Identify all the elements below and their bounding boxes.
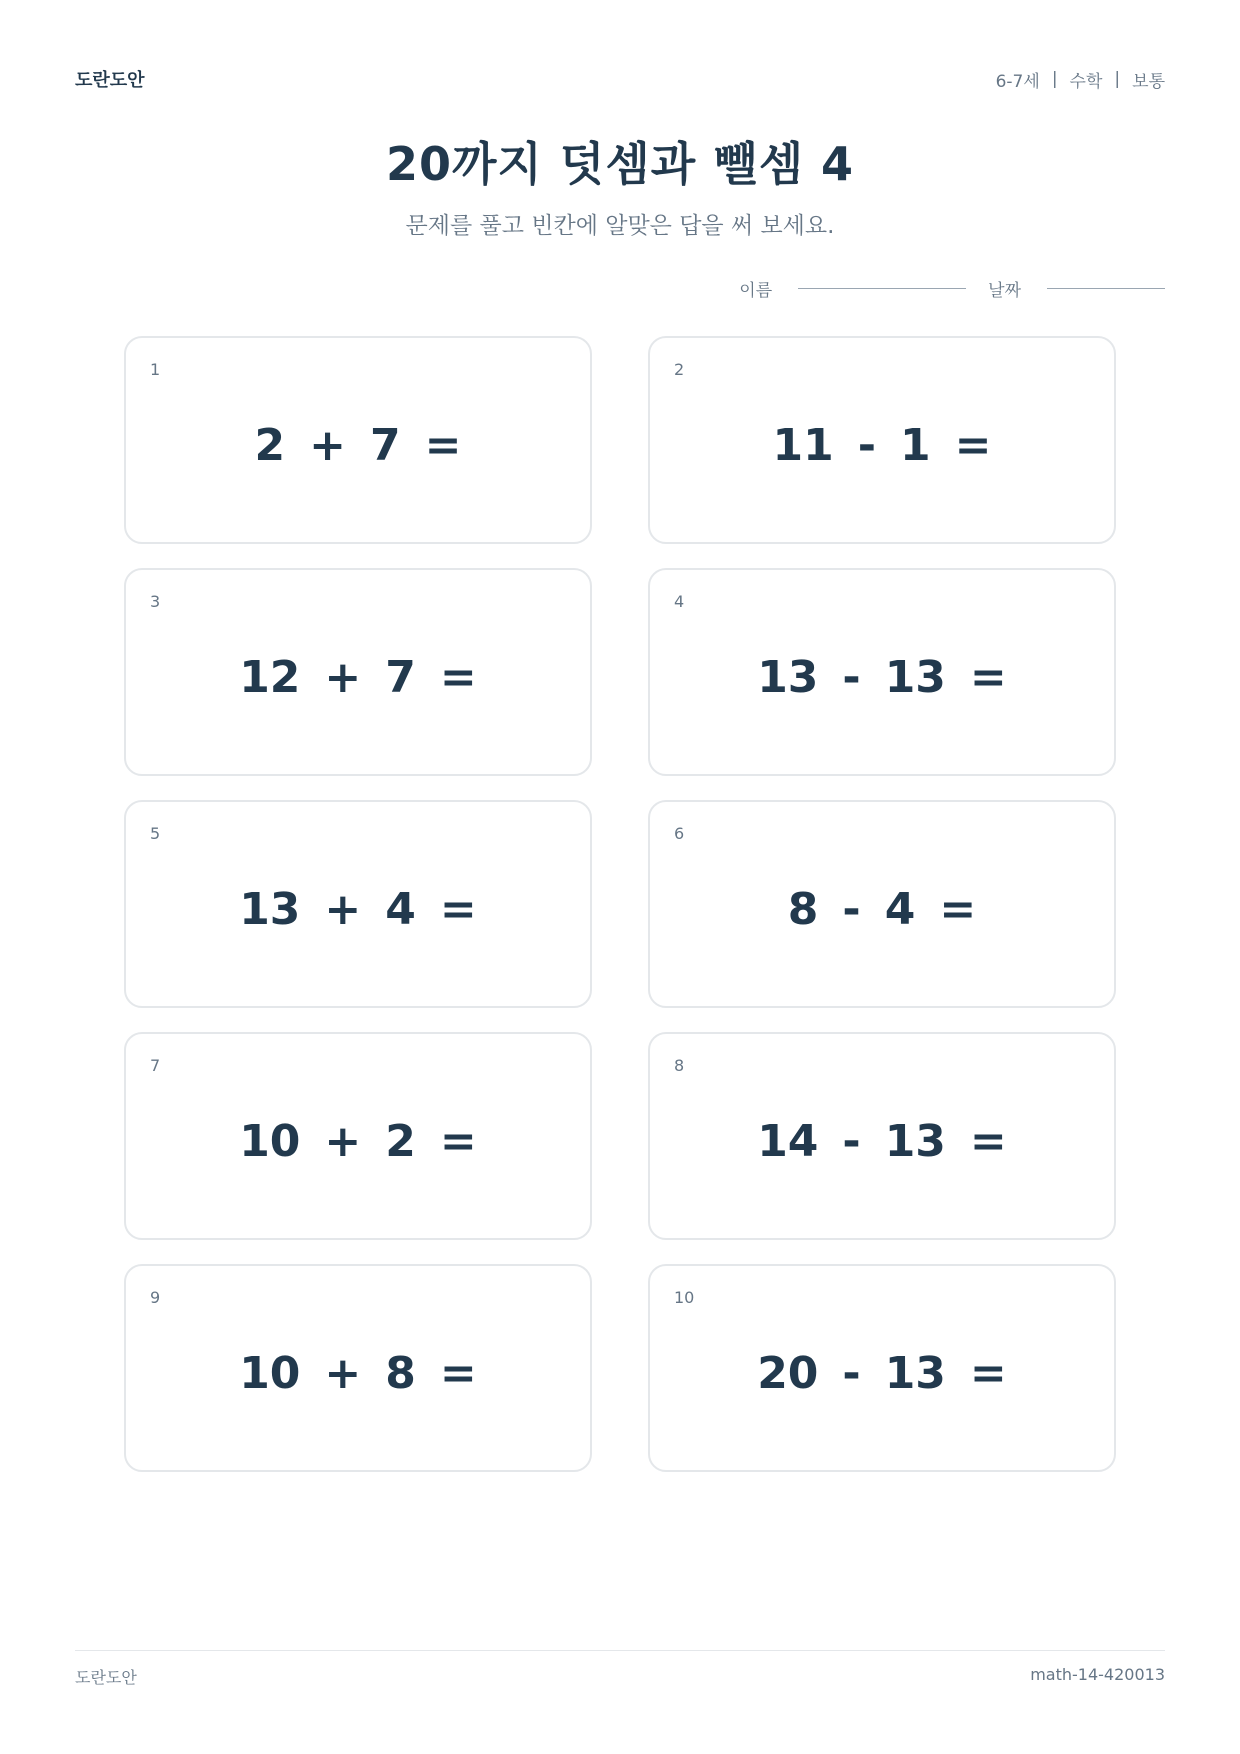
operator: + — [324, 652, 362, 703]
problem-number: 3 — [150, 592, 161, 611]
equals-sign: = — [439, 1348, 477, 1399]
subject-label: 수학 — [1069, 71, 1103, 92]
problem-number: 2 — [674, 360, 685, 379]
problem-expression — [650, 884, 1114, 935]
operand-b: 7 — [370, 420, 401, 471]
equals-sign: = — [969, 1348, 1007, 1399]
operator: - — [842, 652, 861, 703]
operand-a: 11 — [772, 420, 834, 471]
problem-card[interactable] — [648, 1032, 1116, 1240]
operand-a: 10 — [239, 1348, 301, 1399]
page-instructions: 문제를 풀고 빈칸에 알맞은 답을 써 보세요. — [405, 213, 835, 239]
equals-sign: = — [439, 884, 477, 935]
equals-sign: = — [439, 1116, 477, 1167]
problem-expression — [650, 420, 1114, 471]
problem-expression — [650, 1348, 1114, 1399]
equals-sign: = — [439, 652, 477, 703]
age-label: 6-7세 — [995, 71, 1040, 92]
problem-card[interactable] — [648, 336, 1116, 544]
operand-a: 8 — [787, 884, 819, 935]
problem-number: 4 — [674, 592, 685, 611]
problem-expression — [126, 884, 590, 935]
equals-sign: = — [954, 420, 992, 471]
problem-card[interactable] — [648, 800, 1116, 1008]
problem-card[interactable] — [124, 336, 592, 544]
problem-grid — [124, 336, 1116, 1472]
operand-b: 4 — [884, 884, 916, 935]
problem-expression — [126, 652, 590, 703]
equals-sign: = — [424, 420, 462, 471]
page-title: 20까지 덧셈과 뺄셈 4 — [385, 137, 855, 191]
top-bar — [75, 66, 1165, 92]
operator: + — [324, 1116, 362, 1167]
operator: + — [324, 1348, 362, 1399]
problem-expression — [126, 1116, 590, 1167]
problem-number: 5 — [150, 824, 161, 843]
operand-b: 13 — [884, 652, 946, 703]
date-blank-line[interactable] — [1047, 288, 1165, 289]
problem-card[interactable] — [648, 1264, 1116, 1472]
operand-b: 8 — [385, 1348, 416, 1399]
equals-sign: = — [969, 652, 1007, 703]
operator: - — [842, 1116, 861, 1167]
operand-b: 2 — [385, 1116, 416, 1167]
problem-expression — [650, 652, 1114, 703]
operand-a: 2 — [254, 420, 286, 471]
footer-brand: 도란도안 — [75, 1668, 137, 1687]
problem-card[interactable] — [124, 568, 592, 776]
date-label: 날짜 — [988, 281, 1021, 301]
operand-a: 20 — [757, 1348, 819, 1399]
problem-card[interactable] — [124, 800, 592, 1008]
worksheet-meta — [996, 67, 1165, 92]
problem-number: 6 — [674, 824, 685, 843]
operand-a: 13 — [757, 652, 819, 703]
operand-a: 13 — [239, 884, 301, 935]
meta-separator: | — [1051, 69, 1058, 89]
page-footer — [75, 1650, 1165, 1688]
operator: + — [324, 884, 362, 935]
operand-b: 13 — [884, 1116, 946, 1167]
problem-number: 10 — [674, 1288, 695, 1307]
operand-b: 7 — [385, 652, 416, 703]
problem-card[interactable] — [124, 1032, 592, 1240]
problem-expression — [650, 1116, 1114, 1167]
worksheet-code: math-14-420013 — [1030, 1665, 1165, 1684]
operator: - — [842, 1348, 861, 1399]
operator: - — [842, 884, 861, 935]
level-label: 보통 — [1132, 71, 1165, 92]
problem-expression — [126, 1348, 590, 1399]
operand-a: 12 — [239, 652, 301, 703]
problem-number: 9 — [150, 1288, 161, 1307]
problem-number: 8 — [674, 1056, 685, 1075]
problem-number: 7 — [150, 1056, 161, 1075]
equals-sign: = — [939, 884, 977, 935]
name-label: 이름 — [739, 281, 773, 301]
operand-b: 4 — [385, 884, 416, 935]
operator: + — [309, 420, 346, 471]
meta-separator: | — [1114, 69, 1121, 89]
brand-logo-text: 도란도안 — [75, 70, 145, 91]
operator: - — [857, 420, 876, 471]
operand-b: 13 — [884, 1348, 946, 1399]
operand-a: 14 — [757, 1116, 819, 1167]
equals-sign: = — [969, 1116, 1007, 1167]
problem-number: 1 — [150, 360, 161, 379]
student-info-fields — [739, 276, 1165, 301]
operand-a: 10 — [239, 1116, 301, 1167]
problem-expression — [126, 420, 590, 471]
problem-card[interactable] — [124, 1264, 592, 1472]
operand-b: 1 — [900, 420, 931, 471]
problem-card[interactable] — [648, 568, 1116, 776]
name-blank-line[interactable] — [798, 288, 966, 289]
